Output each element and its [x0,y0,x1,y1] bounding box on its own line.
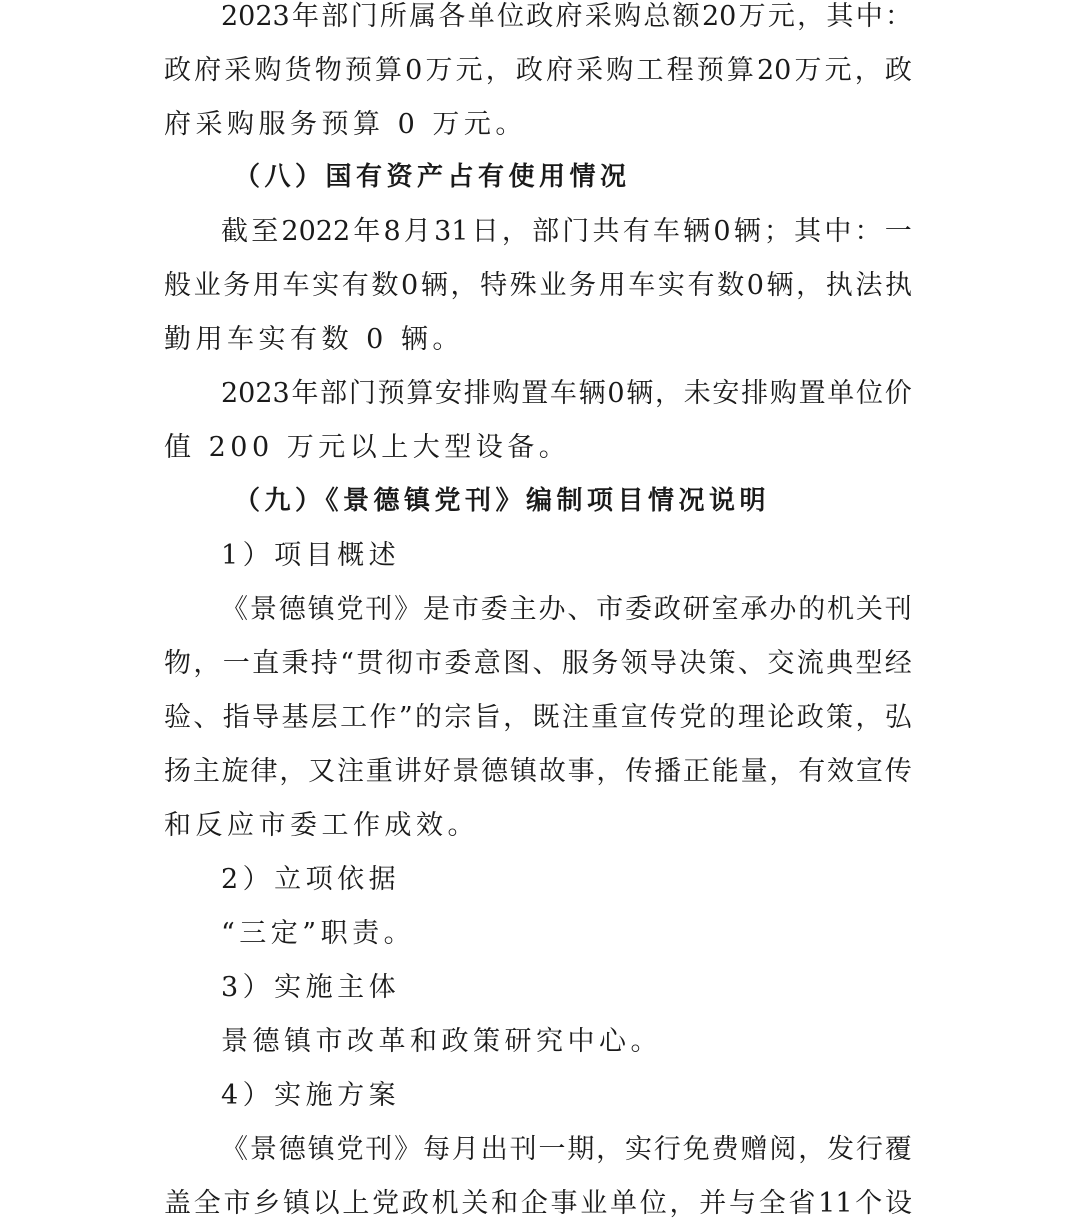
paragraph-line: 府采购服务预算 0 万元。 [164,109,527,140]
paragraph-line: “三定”职责。 [221,918,416,949]
subsection-title: 4）实施方案 [221,1080,401,1111]
paragraph-line: 《 景 德 镇 党 刊 》 每 月 出 刊 一 期 ， 实 行 免 费 赠 阅 ， 发 行 覆 [221,1134,912,1165]
section-heading: （八）国有资产占有使用情况 [234,162,631,192]
paragraph-line: 和反应市委工作成效。 [164,810,479,841]
subsection-title: 3）实施主体 [221,972,401,1003]
paragraph-line: 2023 年 部 门 预 算 安 排 购 置 车 辆 0 辆 ， 未 安 排 购 置 单 位 价 [221,378,912,409]
paragraph-line: 盖 全 市 乡 镇 以 上 党 政 机 关 和 企 事 业 单 位 ， 并 与 全 省 11 个 设 [164,1188,912,1219]
paragraph-line: 截 至 2022 年 8 月 31 日 ， 部 门 共 有 车 辆 0 辆 ； 其 中 ： 一 [221,216,912,247]
paragraph-line: 2023 年 部 门 所 属 各 单 位 政 府 采 购 总 额 20 万 元 ， 其 中 ： [221,1,912,32]
paragraph-line: 《 景 德 镇 党 刊 》 是 市 委 主 办 、 市 委 政 研 室 承 办 的 机 关 刊 [221,594,912,625]
paragraph-line: 景德镇市改革和政策研究中心。 [221,1026,662,1057]
subsection-title: 1）项目概述 [221,540,401,571]
paragraph-line: 扬 主 旋 律 ， 又 注 重 讲 好 景 德 镇 故 事 ， 传 播 正 能 量 ， 有 效 宣 传 [164,756,912,787]
section-heading: （九）《景德镇党刊》编制项目情况说明 [234,486,771,516]
subsection-title: 2）立项依据 [221,864,401,895]
paragraph-line: 值 200 万元以上大型设备。 [164,432,571,463]
paragraph-line: 政 府 采 购 货 物 预 算 0 万 元 ， 政 府 采 购 工 程 预 算 20 万 元 ， 政 [164,55,912,86]
paragraph-line: 勤用车实有数 0 辆。 [164,324,464,355]
paragraph-line: 物 ， 一 直 秉 持 “ 贯 彻 市 委 意 图 、 服 务 领 导 决 策 、 交 流 典 型 经 [164,648,912,679]
paragraph-line: 验 、 指 导 基 层 工 作 ” 的 宗 旨 ， 既 注 重 宣 传 党 的 理 论 政 策 ， 弘 [164,702,912,733]
paragraph-line: 般 业 务 用 车 实 有 数 0 辆 ， 特 殊 业 务 用 车 实 有 数 0 辆 ， 执 法 执 [164,270,912,301]
